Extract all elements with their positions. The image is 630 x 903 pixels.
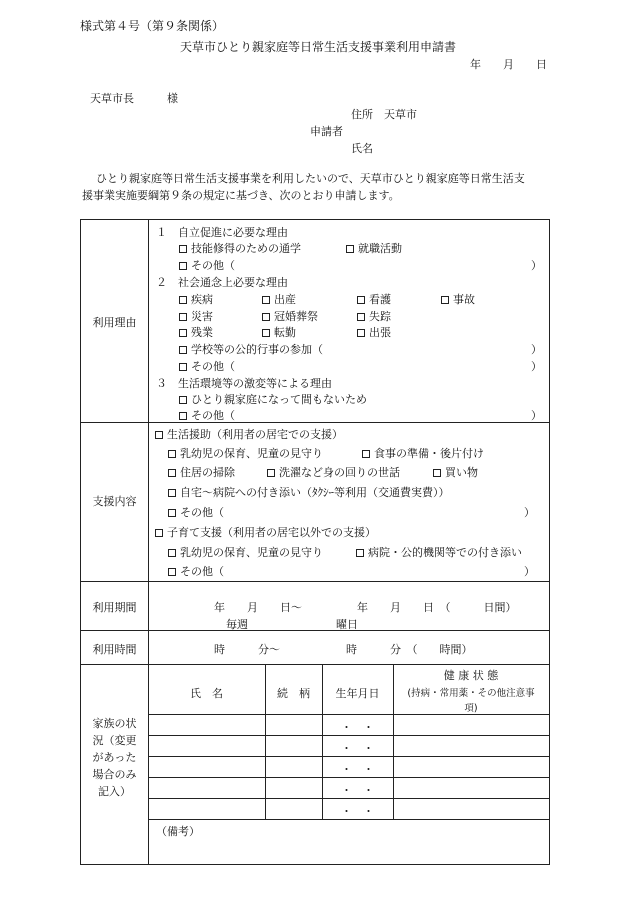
reason-option[interactable]: 出張 [357, 324, 391, 340]
applicant-label: 申請者 [310, 125, 343, 138]
support-life-title[interactable]: 生活援助（利用者の居宅での支援） [155, 426, 343, 442]
family-label: 家族の状 況（変更 があった 場合のみ 記入） [92, 717, 137, 798]
checkbox-icon[interactable] [155, 529, 163, 537]
intro-line-1: ひとり親家庭等日常生活支援事業を利用したいので、天草市ひとり親家庭等日常生活支 [96, 172, 525, 185]
paren-close: ） [531, 343, 542, 356]
support-option[interactable]: 自宅～病院への付き添い（ﾀｸｼｰ等利用（交通費実費）） [168, 484, 450, 500]
reason-section-1-title: １ 自立促進に必要な理由 [156, 226, 288, 239]
checkbox-icon[interactable] [362, 450, 370, 458]
col-header-health-note: (持病・常用薬・その他注意事 [407, 688, 535, 699]
checkbox-icon[interactable] [179, 346, 187, 354]
support-option-other[interactable]: その他（ [168, 504, 224, 520]
row-divider [81, 581, 549, 582]
checkbox-icon[interactable] [357, 329, 365, 337]
reason-option[interactable]: ひとり親家庭になって間もないため [179, 391, 367, 407]
reason-option[interactable]: 失踪 [357, 308, 391, 324]
support-option[interactable]: 住居の掃除 [168, 464, 235, 480]
addressee: 天草市長 様 [90, 92, 178, 105]
remarks-field[interactable]: （備考） [156, 825, 200, 838]
birthdate-field[interactable]: ・ ・ [341, 784, 374, 797]
checkbox-icon[interactable] [179, 412, 187, 420]
reason-option-other[interactable]: その他（ [179, 358, 235, 374]
reason-option[interactable]: 事故 [441, 291, 475, 307]
reason-section-2-title: ２ 社会通念上必要な理由 [156, 276, 288, 289]
support-option[interactable]: 乳幼児の保育、児童の見守り [168, 445, 323, 461]
birthdate-field[interactable]: ・ ・ [341, 805, 374, 818]
checkbox-icon[interactable] [168, 549, 176, 557]
checkbox-icon[interactable] [179, 313, 187, 321]
row-divider [148, 714, 549, 715]
reason-option[interactable]: 災害 [179, 308, 213, 324]
form-number: 様式第４号（第９条関係） [80, 19, 225, 33]
checkbox-icon[interactable] [262, 313, 270, 321]
reason-section-3-title: ３ 生活環境等の激変等による理由 [156, 377, 332, 390]
support-child-title[interactable]: 子育て支援（利用者の居宅以外での支援） [155, 524, 376, 540]
checkbox-icon[interactable] [433, 469, 441, 477]
support-option[interactable]: 食事の準備・後片付け [362, 445, 484, 461]
application-form-table [80, 219, 550, 865]
checkbox-icon[interactable] [179, 363, 187, 371]
birthdate-field[interactable]: ・ ・ [341, 721, 374, 734]
period-range-field[interactable]: 年 月 日～ 年 月 日 （ 日間） [214, 601, 517, 614]
row-divider [148, 735, 549, 736]
period-weekday-field[interactable]: 毎週 曜日 [226, 618, 358, 631]
checkbox-icon[interactable] [346, 245, 354, 253]
checkbox-icon[interactable] [179, 396, 187, 404]
label-column-divider [148, 220, 149, 865]
reason-option-school[interactable]: 学校等の公的行事の参加（ [179, 341, 323, 357]
checkbox-icon[interactable] [262, 296, 270, 304]
checkbox-icon[interactable] [179, 245, 187, 253]
checkbox-icon[interactable] [179, 296, 187, 304]
reason-option[interactable]: 冠婚葬祭 [262, 308, 318, 324]
support-option-other[interactable]: その他（ [168, 563, 224, 579]
row-divider [81, 422, 549, 423]
checkbox-icon[interactable] [179, 329, 187, 337]
support-option[interactable]: 病院・公的機関等での付き添い [356, 544, 522, 560]
support-label: 支援内容 [92, 495, 137, 508]
support-option[interactable]: 乳幼児の保育、児童の見守り [168, 544, 323, 560]
row-divider [148, 798, 549, 799]
paren-close: ） [531, 360, 542, 373]
reason-option[interactable]: 出産 [262, 291, 296, 307]
checkbox-icon[interactable] [168, 568, 176, 576]
checkbox-icon[interactable] [168, 509, 176, 517]
date-line[interactable]: 年 月 日 [470, 58, 547, 71]
col-header-name: 氏 名 [190, 687, 223, 700]
checkbox-icon[interactable] [168, 489, 176, 497]
checkbox-icon[interactable] [357, 313, 365, 321]
birthdate-field[interactable]: ・ ・ [341, 763, 374, 776]
support-option[interactable]: 洗濯など身の回りの世話 [267, 464, 400, 480]
reason-label: 利用理由 [92, 316, 137, 329]
time-label: 利用時間 [92, 643, 137, 656]
checkbox-icon[interactable] [168, 469, 176, 477]
reason-option[interactable]: 技能修得のための通学 [179, 240, 301, 256]
checkbox-icon[interactable] [357, 296, 365, 304]
paren-close: ） [524, 565, 535, 578]
reason-option[interactable]: 看護 [357, 291, 391, 307]
paren-close: ） [531, 259, 542, 272]
checkbox-icon[interactable] [155, 431, 163, 439]
paren-close: ） [524, 506, 535, 519]
checkbox-icon[interactable] [168, 450, 176, 458]
address-field[interactable]: 住所 天草市 [351, 108, 417, 121]
row-divider [148, 756, 549, 757]
paren-close: ） [531, 409, 542, 422]
row-divider [148, 777, 549, 778]
reason-option[interactable]: 疾病 [179, 291, 213, 307]
col-header-health: 健 康 状 態 [443, 669, 499, 682]
reason-option[interactable]: 残業 [179, 324, 213, 340]
row-divider [81, 664, 549, 665]
reason-option[interactable]: 就職活動 [346, 240, 402, 256]
col-header-relation: 続 柄 [277, 687, 310, 700]
col-header-health-note: 項) [464, 703, 478, 714]
period-label: 利用期間 [92, 601, 137, 614]
row-divider [148, 819, 549, 820]
page-title: 天草市ひとり親家庭等日常生活支援事業利用申請書 [180, 40, 457, 54]
checkbox-icon[interactable] [356, 549, 364, 557]
col-header-birthdate: 生年月日 [335, 687, 380, 700]
reason-option-other[interactable]: その他（ [179, 407, 235, 423]
reason-option-other[interactable]: その他（ [179, 257, 235, 273]
support-option[interactable]: 買い物 [433, 464, 478, 480]
intro-line-2: 援事業実施要綱第９条の規定に基づき、次のとおり申請します。 [82, 189, 400, 202]
birthdate-field[interactable]: ・ ・ [341, 742, 374, 755]
name-field[interactable]: 氏名 [351, 142, 373, 155]
time-range-field[interactable]: 時 分～ 時 分 （ 時間） [214, 643, 473, 656]
reason-option[interactable]: 転勤 [262, 324, 296, 340]
checkbox-icon[interactable] [179, 262, 187, 270]
checkbox-icon[interactable] [441, 296, 449, 304]
checkbox-icon[interactable] [267, 469, 275, 477]
checkbox-icon[interactable] [262, 329, 270, 337]
